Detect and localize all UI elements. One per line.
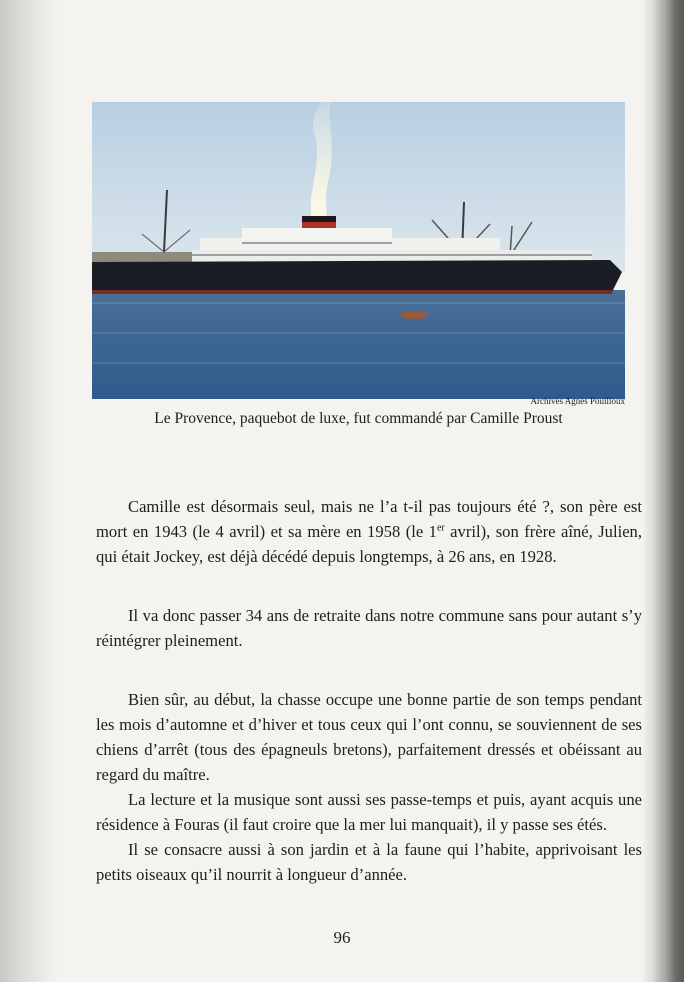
paragraph-1 [96,494,642,569]
photo-credit: Archives Agnès Pouilloux [530,396,625,406]
paragraph-2 [96,603,642,653]
binding-shadow [0,0,62,982]
ship-photo [92,102,625,399]
paragraph-1-text-a: Camille est désormais seul, mais ne l’a t-il pas toujours été ?, son père est mort en 1943 (le 4 avril) et sa mère en 1958 (le 1 [96,497,642,541]
superscript-er: er [436,522,445,534]
paragraph-2-text: Il va donc passer 34 ans de retraite dans notre commune sans pour autant s’y réintégrer pleinement. [96,606,642,650]
paragraph-group [96,687,642,887]
page-edge [642,0,684,982]
paragraph-4-text: La lecture et la musique sont aussi ses passe-temps et puis, ayant acquis une résidence à Fouras (il faut croire que la mer lui manquait), il y passe ses étés. [96,790,642,834]
paragraph-3-text: Bien sûr, au début, la chasse occupe une bonne partie de son temps pendant les mois d’automne et d’hiver et tous ceux qui l’ont connu, se souviennent de ses chiens d’arrêt (tous des épagneuls bretons), parfaitement dressés et obéissant au regard du maître. [96,690,642,784]
photo-caption: Le Provence, paquebot de luxe, fut commandé par Camille Proust [154,410,563,427]
paragraph-1-text-b: avril), son frère aîné, Julien, qui était Jockey, est déjà décédé depuis longtemps, à 26 ans, en 1928. [96,522,643,566]
page-number: 96 [333,928,351,947]
paragraph-5-text: Il se consacre aussi à son jardin et à la faune qui l’habite, apprivoisant les petits oiseaux qu’il nourrit à longueur d’année. [96,840,642,884]
